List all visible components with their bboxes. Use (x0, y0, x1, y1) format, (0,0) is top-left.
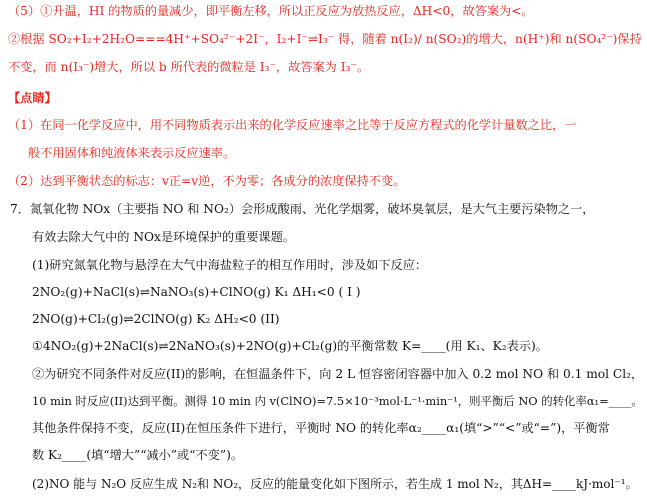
solution-part5-line3: 不变，而 n(I₃⁻)增大，所以 b 所代表的微粒是 I₃⁻，故答案为 I₃⁻。 (8, 60, 370, 74)
question-1-2-line3: 其他条件保持不变，反应(II)在恒压条件下进行，平衡时 NO 的转化率α₂____α₁(填“>”“<”或“=”)，平衡常 (32, 421, 610, 435)
tip-heading: 【点睛】 (8, 91, 57, 105)
q7-part1-intro: (1)研究氮氧化物与悬浮在大气中海盐粒子的相互作用时，涉及如下反应： (32, 258, 428, 272)
q7-intro-line1: 7．氮氧化物 NOx（主要指 NO 和 NO₂）会形成酸雨、光化学烟雾，破坏臭氧层，是大气主要污染物之一， (10, 202, 595, 216)
tip-line2: 般不用固体和纯液体来表示反应速率。 (28, 146, 236, 160)
tip-line1: （1）在同一化学反应中，用不同物质表示出来的化学反应速率之比等于反应方程式的化学计量数之比，一 (8, 118, 577, 132)
reaction-II: 2NO(g)+Cl₂(g)⇌2ClNO(g) K₂ ΔH₂<0 (II) (32, 312, 280, 326)
reaction-I: 2NO₂(g)+NaCl(s)⇌NaNO₃(s)+ClNO(g) K₁ ΔH₁<0 ( I ) (32, 285, 361, 299)
solution-part5-line1: （5）①升温，HI 的物质的量减少，即平衡左移，所以正反应为放热反应，ΔH<0，故答案为<。 (8, 4, 534, 18)
question-2: (2)NO 能与 N₂O 反应生成 N₂和 NO₂，反应的能量变化如下图所示，若生成 1 mol N₂，其ΔH=____kJ·mol⁻¹。 (32, 477, 638, 491)
tip-line3: （2）达到平衡状态的标志：v正=v逆，不为零；各成分的浓度保持不变。 (8, 174, 406, 188)
solution-part5-line2: ②根据 SO₂+I₂+2H₂O===4H⁺+SO₄²⁻+2I⁻，I₂+I⁻⇌I₃⁻ 得，随着 n(I₂)/ n(SO₂)的增大，n(H⁺)和 n(SO₄²⁻)保持 (8, 32, 642, 46)
question-1-1: ①4NO₂(g)+2NaCl(s)⇌2NaNO₃(s)+2NO(g)+Cl₂(g)的平衡常数 K=____(用 K₁、K₂表示)。 (32, 339, 548, 353)
question-1-2-line1: ②为研究不同条件对反应(II)的影响，在恒温条件下，向 2 L 恒容密闭容器中加入 0.2 mol NO 和 0.1 mol Cl₂， (32, 367, 644, 381)
question-1-2-line2: 10 min 时反应(II)达到平衡。测得 10 min 内 v(ClNO)=7.5×10⁻³mol·L⁻¹·min⁻¹，则平衡后 NO 的转化率α₁=____。 (32, 394, 643, 408)
question-1-2-line4: 数 K₂____(填“增大”“减小”或“不变”)。 (32, 448, 244, 462)
q7-intro-line2: 有效去除大气中的 NOx是环境保护的重要课题。 (32, 230, 295, 244)
